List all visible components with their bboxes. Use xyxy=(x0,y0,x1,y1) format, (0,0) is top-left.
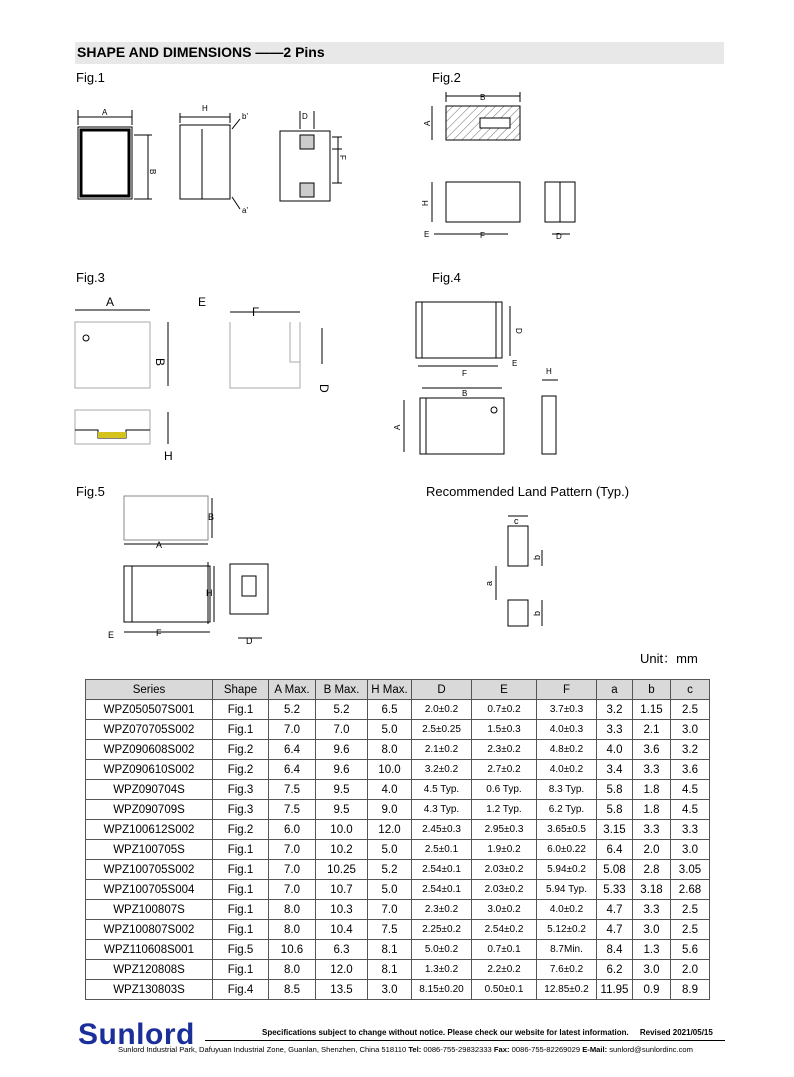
table-cell: Fig.1 xyxy=(213,700,269,720)
table-cell: WPZ090704S xyxy=(86,780,213,800)
svg-text:B: B xyxy=(153,358,167,367)
table-cell: 2.5±0.25 xyxy=(412,720,472,740)
table-cell: 5.0±0.2 xyxy=(412,940,472,960)
table-cell: 4.0 xyxy=(368,780,412,800)
table-cell: WPZ100705S004 xyxy=(86,880,213,900)
column-header: a xyxy=(597,680,633,700)
table-cell: 1.8 xyxy=(633,780,671,800)
column-header: B Max. xyxy=(316,680,368,700)
table-cell: 2.45±0.3 xyxy=(412,820,472,840)
footer-divider xyxy=(205,1040,725,1041)
table-cell: WPZ100807S002 xyxy=(86,920,213,940)
table-cell: WPZ090608S002 xyxy=(86,740,213,760)
table-cell: 3.6 xyxy=(671,760,710,780)
table-cell: 6.3 xyxy=(316,940,368,960)
fig2-drawing xyxy=(420,88,600,248)
fig2-label: Fig.2 xyxy=(432,70,461,85)
table-cell: 3.65±0.5 xyxy=(537,820,597,840)
svg-text:F: F xyxy=(338,155,347,160)
land-pattern-drawing xyxy=(470,512,570,632)
table-cell: 0.7±0.2 xyxy=(472,700,537,720)
table-cell: 9.5 xyxy=(316,780,368,800)
table-cell: 5.08 xyxy=(597,860,633,880)
table-row xyxy=(86,740,710,760)
table-cell: 4.3 Typ. xyxy=(412,800,472,820)
table-cell: 1.8 xyxy=(633,800,671,820)
disclaimer-text: Specifications subject to change without notice. Please check our website for latest information. xyxy=(262,1028,629,1037)
table-cell: 4.5 xyxy=(671,800,710,820)
svg-text:b: b xyxy=(532,554,542,560)
column-header: E xyxy=(472,680,537,700)
column-header: c xyxy=(671,680,710,700)
table-cell: WPZ100705S002 xyxy=(86,860,213,880)
table-cell: 3.7±0.3 xyxy=(537,700,597,720)
table-cell: 3.18 xyxy=(633,880,671,900)
table-body xyxy=(86,700,710,1000)
table-cell: Fig.1 xyxy=(213,960,269,980)
table-cell: 3.2±0.2 xyxy=(412,760,472,780)
table-cell: 4.8±0.2 xyxy=(537,740,597,760)
table-cell: 0.50±0.1 xyxy=(472,980,537,1000)
svg-text:b': b' xyxy=(242,112,248,121)
table-row xyxy=(86,800,710,820)
table-cell: 8.5 xyxy=(269,980,316,1000)
table-cell: 6.2 xyxy=(597,960,633,980)
table-cell: 3.0 xyxy=(633,920,671,940)
table-cell: 3.0±0.2 xyxy=(472,900,537,920)
table-cell: 1.2 Typ. xyxy=(472,800,537,820)
fax-value: 0086-755-82269029 xyxy=(511,1045,581,1054)
table-row xyxy=(86,960,710,980)
table-cell: 5.0 xyxy=(368,720,412,740)
column-header: A Max. xyxy=(269,680,316,700)
table-cell: 2.5 xyxy=(671,900,710,920)
table-cell: 9.6 xyxy=(316,740,368,760)
svg-text:A: A xyxy=(106,295,115,309)
table-cell: 2.8 xyxy=(633,860,671,880)
column-header: D xyxy=(412,680,472,700)
table-cell: WPZ070705S002 xyxy=(86,720,213,740)
table-cell: Fig.2 xyxy=(213,820,269,840)
table-cell: WPZ090709S xyxy=(86,800,213,820)
table-cell: 12.85±0.2 xyxy=(537,980,597,1000)
table-cell: 8.0 xyxy=(269,960,316,980)
svg-text:A: A xyxy=(393,424,402,430)
svg-text:A: A xyxy=(102,108,108,117)
svg-text:F: F xyxy=(252,305,260,319)
table-cell: 3.3 xyxy=(671,820,710,840)
tel-label: Tel: xyxy=(408,1045,422,1054)
table-row xyxy=(86,920,710,940)
table-cell: 0.6 Typ. xyxy=(472,780,537,800)
column-header: b xyxy=(633,680,671,700)
table-cell: 6.2 Typ. xyxy=(537,800,597,820)
table-cell: 5.6 xyxy=(671,940,710,960)
table-cell: 4.0±0.2 xyxy=(537,900,597,920)
table-cell: WPZ100705S xyxy=(86,840,213,860)
table-cell: 10.25 xyxy=(316,860,368,880)
table-cell: 0.7±0.1 xyxy=(472,940,537,960)
table-cell: 2.7±0.2 xyxy=(472,760,537,780)
table-cell: 8.0 xyxy=(368,740,412,760)
svg-text:a: a xyxy=(484,580,494,586)
table-cell: 3.0 xyxy=(671,720,710,740)
table-cell: 1.3±0.2 xyxy=(412,960,472,980)
svg-text:D: D xyxy=(302,112,308,121)
table-cell: 7.6±0.2 xyxy=(537,960,597,980)
svg-text:E: E xyxy=(198,295,207,309)
svg-text:H: H xyxy=(164,449,173,463)
table-cell: 6.4 xyxy=(597,840,633,860)
table-cell: 3.2 xyxy=(671,740,710,760)
table-cell: 5.94±0.2 xyxy=(537,860,597,880)
svg-text:D: D xyxy=(246,636,253,646)
svg-text:c: c xyxy=(514,516,519,526)
table-cell: 12.0 xyxy=(316,960,368,980)
table-cell: 3.3 xyxy=(633,820,671,840)
table-cell: 1.9±0.2 xyxy=(472,840,537,860)
table-row xyxy=(86,940,710,960)
fig3-drawing xyxy=(70,292,360,472)
table-cell: 6.0 xyxy=(269,820,316,840)
table-cell: 7.5 xyxy=(269,800,316,820)
table-cell: 12.0 xyxy=(368,820,412,840)
table-cell: 2.0±0.2 xyxy=(412,700,472,720)
table-cell: 2.54±0.1 xyxy=(412,860,472,880)
table-row xyxy=(86,700,710,720)
table-cell: 0.9 xyxy=(633,980,671,1000)
table-cell: 4.5 xyxy=(671,780,710,800)
svg-text:F: F xyxy=(156,628,162,638)
table-cell: 8.0 xyxy=(269,920,316,940)
table-row xyxy=(86,980,710,1000)
table-cell: 4.0 xyxy=(597,740,633,760)
fax-label: Fax: xyxy=(493,1045,510,1054)
table-cell: 8.3 Typ. xyxy=(537,780,597,800)
table-cell: 8.0 xyxy=(269,900,316,920)
table-cell: 3.3 xyxy=(633,900,671,920)
table-row xyxy=(86,820,710,840)
table-cell: 6.4 xyxy=(269,760,316,780)
table-cell: 11.95 xyxy=(597,980,633,1000)
table-cell: 2.3±0.2 xyxy=(472,740,537,760)
table-cell: 7.0 xyxy=(269,880,316,900)
table-cell: 10.4 xyxy=(316,920,368,940)
table-cell: Fig.1 xyxy=(213,900,269,920)
fig3-label: Fig.3 xyxy=(76,270,105,285)
column-header: Series xyxy=(86,680,213,700)
table-cell: 2.54±0.1 xyxy=(412,880,472,900)
table-cell: 5.2 xyxy=(316,700,368,720)
table-cell: 9.0 xyxy=(368,800,412,820)
table-cell: WPZ120808S xyxy=(86,960,213,980)
svg-text:E: E xyxy=(424,230,430,239)
table-cell: 5.8 xyxy=(597,800,633,820)
table-cell: 2.25±0.2 xyxy=(412,920,472,940)
table-cell: Fig.2 xyxy=(213,740,269,760)
table-cell: 2.54±0.2 xyxy=(472,920,537,940)
table-cell: Fig.2 xyxy=(213,760,269,780)
table-row xyxy=(86,860,710,880)
table-cell: 7.0 xyxy=(269,840,316,860)
table-cell: WPZ090610S002 xyxy=(86,760,213,780)
table-cell: 10.3 xyxy=(316,900,368,920)
footer-address xyxy=(118,1045,693,1054)
footer-note xyxy=(262,1028,713,1037)
table-cell: 2.68 xyxy=(671,880,710,900)
table-row xyxy=(86,780,710,800)
table-cell: 10.7 xyxy=(316,880,368,900)
table-cell: 2.5 xyxy=(671,700,710,720)
table-cell: 8.4 xyxy=(597,940,633,960)
svg-text:A: A xyxy=(156,540,163,550)
table-row xyxy=(86,840,710,860)
table-cell: 2.95±0.3 xyxy=(472,820,537,840)
table-cell: 5.0 xyxy=(368,840,412,860)
table-cell: Fig.1 xyxy=(213,880,269,900)
table-cell: 4.0±0.3 xyxy=(537,720,597,740)
table-cell: 7.5 xyxy=(269,780,316,800)
table-cell: Fig.1 xyxy=(213,860,269,880)
table-cell: 2.0 xyxy=(671,960,710,980)
table-cell: 2.0 xyxy=(633,840,671,860)
svg-text:B: B xyxy=(462,389,468,398)
table-cell: 8.1 xyxy=(368,960,412,980)
table-row xyxy=(86,760,710,780)
table-cell: 3.3 xyxy=(597,720,633,740)
svg-text:A: A xyxy=(423,120,432,126)
table-cell: Fig.1 xyxy=(213,920,269,940)
table-cell: 2.5 xyxy=(671,920,710,940)
sunlord-logo: Sunlord xyxy=(78,1018,195,1051)
unit-label: Unit：mm xyxy=(640,651,698,666)
table-cell: 8.1 xyxy=(368,940,412,960)
svg-text:H: H xyxy=(206,588,213,598)
table-cell: 5.2 xyxy=(269,700,316,720)
table-cell: 2.5±0.1 xyxy=(412,840,472,860)
table-cell: 2.2±0.2 xyxy=(472,960,537,980)
email-label: E-Mail: xyxy=(582,1045,608,1054)
table-cell: 5.94 Typ. xyxy=(537,880,597,900)
fig1-drawing xyxy=(70,95,370,225)
table-cell: 3.15 xyxy=(597,820,633,840)
table-cell: 3.0 xyxy=(671,840,710,860)
table-cell: WPZ100807S xyxy=(86,900,213,920)
table-cell: WPZ130803S xyxy=(86,980,213,1000)
spec-table xyxy=(85,679,710,1000)
svg-text:E: E xyxy=(512,359,518,368)
column-header: Shape xyxy=(213,680,269,700)
table-cell: 2.1 xyxy=(633,720,671,740)
fig5-label: Fig.5 xyxy=(76,484,105,499)
table-cell: 8.9 xyxy=(671,980,710,1000)
table-cell: 4.7 xyxy=(597,920,633,940)
table-cell: 2.3±0.2 xyxy=(412,900,472,920)
table-cell: Fig.3 xyxy=(213,800,269,820)
table-cell: WPZ110608S001 xyxy=(86,940,213,960)
table-row xyxy=(86,880,710,900)
table-cell: 6.0±0.22 xyxy=(537,840,597,860)
table-cell: 5.8 xyxy=(597,780,633,800)
table-cell: 3.4 xyxy=(597,760,633,780)
svg-text:B: B xyxy=(208,512,215,522)
table-cell: 4.5 Typ. xyxy=(412,780,472,800)
revision-date: Revised 2021/05/15 xyxy=(639,1028,713,1037)
table-cell: 7.0 xyxy=(269,720,316,740)
page-title: SHAPE AND DIMENSIONS ——2 Pins xyxy=(77,44,325,60)
table-cell: 9.6 xyxy=(316,760,368,780)
table-cell: 10.0 xyxy=(368,760,412,780)
tel-value: 0086-755-29832333 xyxy=(423,1045,492,1054)
svg-text:a': a' xyxy=(242,206,248,215)
table-cell: 7.0 xyxy=(269,860,316,880)
table-cell: WPZ050507S001 xyxy=(86,700,213,720)
table-cell: 5.33 xyxy=(597,880,633,900)
table-cell: 3.0 xyxy=(633,960,671,980)
svg-text:E: E xyxy=(108,630,115,640)
table-cell: 10.2 xyxy=(316,840,368,860)
table-cell: Fig.1 xyxy=(213,840,269,860)
table-cell: Fig.3 xyxy=(213,780,269,800)
svg-text:B: B xyxy=(480,93,486,102)
table-cell: Fig.1 xyxy=(213,720,269,740)
column-header: H Max. xyxy=(368,680,412,700)
table-cell: 6.5 xyxy=(368,700,412,720)
land-pattern-label: Recommended Land Pattern (Typ.) xyxy=(426,484,630,499)
svg-text:H: H xyxy=(421,200,430,206)
table-cell: 4.0±0.2 xyxy=(537,760,597,780)
svg-text:F: F xyxy=(480,231,485,240)
email-value: sunlord@sunlordinc.com xyxy=(609,1045,693,1054)
table-cell: 13.5 xyxy=(316,980,368,1000)
svg-text:D: D xyxy=(556,232,562,241)
table-cell: 1.5±0.3 xyxy=(472,720,537,740)
table-cell: WPZ100612S002 xyxy=(86,820,213,840)
table-cell: 2.03±0.2 xyxy=(472,860,537,880)
table-cell: 3.2 xyxy=(597,700,633,720)
fig4-drawing xyxy=(390,292,590,472)
svg-text:F: F xyxy=(462,369,467,378)
table-cell: Fig.5 xyxy=(213,940,269,960)
table-cell: 3.05 xyxy=(671,860,710,880)
table-header-row xyxy=(86,680,710,700)
table-cell: 7.0 xyxy=(368,900,412,920)
table-cell: Fig.4 xyxy=(213,980,269,1000)
table-cell: 5.0 xyxy=(368,880,412,900)
svg-text:H: H xyxy=(546,367,552,376)
table-cell: 9.5 xyxy=(316,800,368,820)
address-text: Sunlord Industrial Park, Dafuyuan Industrial Zone, Guanlan, Shenzhen, China 518110 xyxy=(118,1045,407,1054)
svg-text:B: B xyxy=(148,169,157,175)
fig1-label: Fig.1 xyxy=(76,70,105,85)
table-cell: 6.4 xyxy=(269,740,316,760)
table-cell: 1.3 xyxy=(633,940,671,960)
svg-text:D: D xyxy=(514,328,523,334)
table-cell: 2.1±0.2 xyxy=(412,740,472,760)
table-cell: 3.6 xyxy=(633,740,671,760)
table-row xyxy=(86,900,710,920)
table-cell: 3.0 xyxy=(368,980,412,1000)
table-cell: 7.0 xyxy=(316,720,368,740)
fig5-drawing xyxy=(100,492,300,652)
column-header: F xyxy=(537,680,597,700)
table-cell: 7.5 xyxy=(368,920,412,940)
table-cell: 5.12±0.2 xyxy=(537,920,597,940)
table-cell: 10.6 xyxy=(269,940,316,960)
svg-text:b: b xyxy=(532,610,542,616)
svg-text:H: H xyxy=(202,104,208,113)
table-cell: 3.3 xyxy=(633,760,671,780)
table-cell: 8.15±0.20 xyxy=(412,980,472,1000)
fig4-label: Fig.4 xyxy=(432,270,461,285)
table-cell: 10.0 xyxy=(316,820,368,840)
table-cell: 2.03±0.2 xyxy=(472,880,537,900)
table-cell: 4.7 xyxy=(597,900,633,920)
table-cell: 1.15 xyxy=(633,700,671,720)
table-cell: 5.2 xyxy=(368,860,412,880)
svg-text:D: D xyxy=(317,384,331,393)
table-row xyxy=(86,720,710,740)
table-cell: 8.7Min. xyxy=(537,940,597,960)
